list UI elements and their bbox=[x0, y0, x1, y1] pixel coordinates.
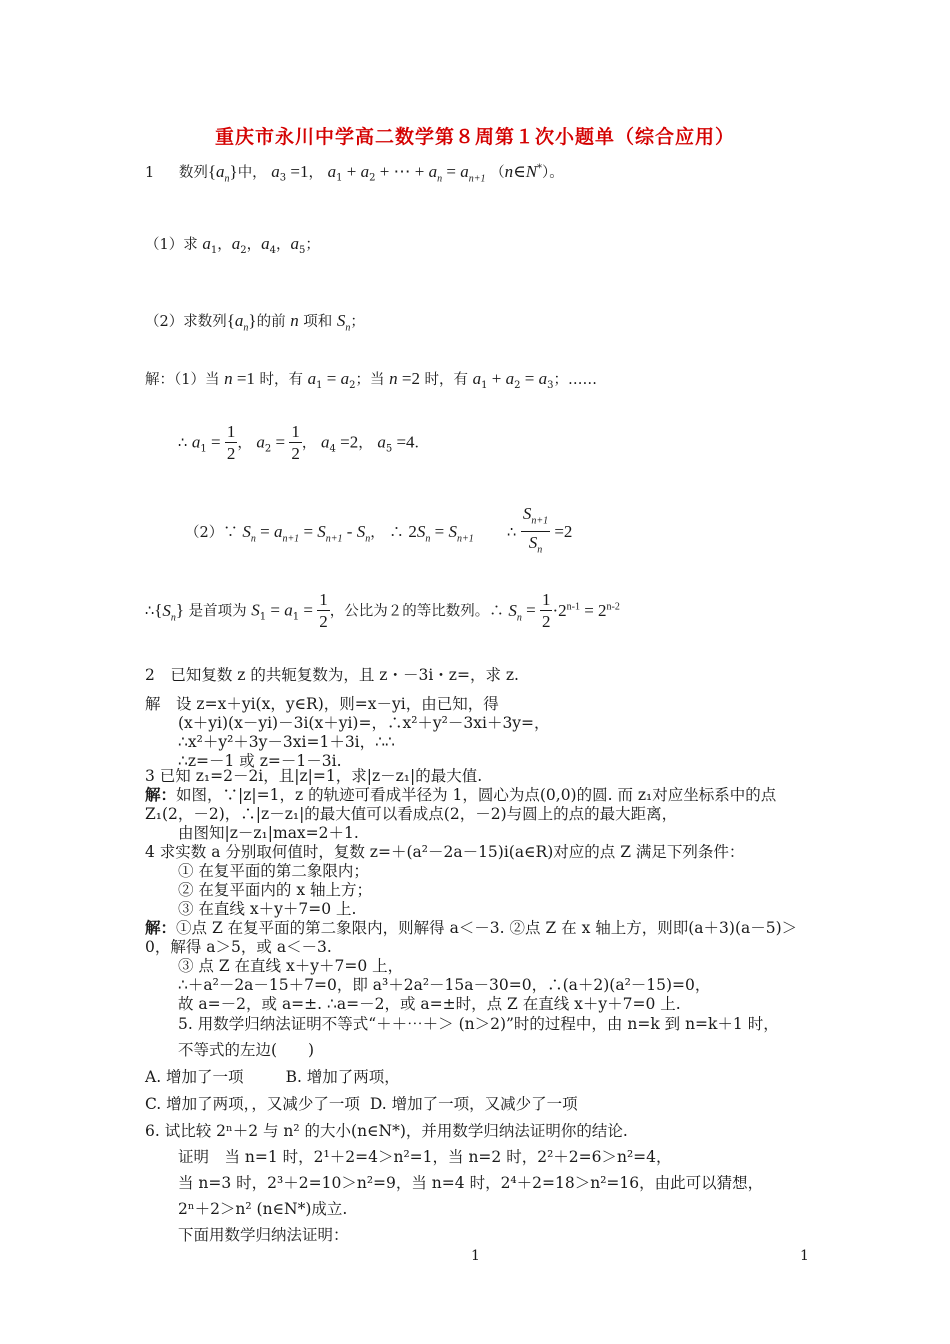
option-a: A. 增加了一项 bbox=[145, 1068, 244, 1086]
problem-6-proof-line-1: 证明 当 n=1 时，2¹＋2=4＞n²=1，当 n=2 时，2²＋2=6＞n²=4， bbox=[178, 1148, 672, 1166]
option-c: C. 增加了两项，，又减少了一项 bbox=[145, 1095, 360, 1113]
problem-2-solution-line-3: ∴x²＋y²＋3y－3xi=1＋3i，∴∴ bbox=[178, 733, 395, 751]
problem-3-solution-line-1: 解：如图，∵|z|=1，z 的轨迹可看成半径为 1，圆心为点(0,0)的圆. 而 z₁对应坐标系中的点 bbox=[145, 785, 777, 804]
problem-5-options-row-2 bbox=[145, 1094, 578, 1114]
option-b: B. 增加了两项， bbox=[285, 1068, 400, 1086]
problem-4-solution-line-4: ∴＋a²－2a－15＋7=0，即 a³＋2a²－15a－30=0，∴(a＋2)(a²－15)=0， bbox=[178, 976, 711, 994]
problem-3-solution-line-3: 由图知|z－z₁|max=2＋1. bbox=[178, 824, 359, 842]
problem-4-solution-line-3: ③ 点 Z 在直线 x＋y＋7=0 上， bbox=[178, 957, 404, 975]
problem-1-solution-1: 解：（1）当 n =1 时，有 $a_1 = a_2$；当 n =2 时，有 $a_1 + a_2 = a_3$；…… bbox=[145, 369, 597, 391]
problem-3-question: 3 已知 z₁=2－2i，且|z|=1，求|z－z₁|的最大值. bbox=[145, 767, 483, 785]
problem-6-proof-line-3: 2ⁿ＋2＞n² (n∈N*)成立. bbox=[178, 1200, 348, 1218]
problem-5-options-row-1 bbox=[145, 1067, 400, 1087]
problem-2-solution-line-2: (x＋yi)(x－yi)－3i(x＋yi)=，∴x²＋y²－3xi＋3y=， bbox=[178, 714, 550, 732]
problem-2-solution-line-1: 解 设 z=x＋yi(x，y∈R)，则=x－yi，由已知，得 bbox=[145, 695, 499, 713]
page-number-right: 1 bbox=[800, 1248, 809, 1264]
problem-4-question: 4 求实数 a 分别取何值时，复数 z=＋(a²－2a－15)i(a∈R)对应的点 Z 满足下列条件： bbox=[145, 843, 745, 861]
problem-2-question: 2 已知复数 z 的共轭复数为，且 z・－3i・z=，求 z. bbox=[145, 666, 519, 684]
problem-4-solution-line-2: 0，解得 a＞5，或 a＜－3. bbox=[145, 938, 332, 956]
problem-6-proof-line-2: 当 n=3 时，2³＋2=10＞n²=9，当 n=4 时，2⁴＋2=18＞n²=16，由此可以猜想， bbox=[178, 1174, 764, 1192]
problem-4-condition-2: ② 在复平面内的 x 轴上方； bbox=[178, 881, 373, 899]
problem-1-question-1: （1）求 $a_1$，$a_2$，$a_4$，$a_5$； bbox=[145, 234, 320, 256]
problem-1-intro: 1 数列$\{a_n\}$中， $a_3 =1$， $a_1 + a_2$ + ⋯ + $a_n = a_{n+1}$ （n∈N*）。 bbox=[145, 161, 564, 185]
problem-1-solution-2b: $\therefore\{S_n\}$ 是首项为 $S_1 = a_1$ = $\frac{1}{2}$ ，公比为２的等比数列。∴ $S_n$ = $\frac{1}{2}$ $\cdot 2^{n-1} = 2^{n-2}$ bbox=[145, 590, 620, 631]
problem-5-question-line-1: 5. 用数学归纳法证明不等式“＋＋⋯＋＞ (n＞2)”时的过程中，由 n=k 到 n=k＋1 时， bbox=[178, 1015, 779, 1033]
problem-1-solution-1b: ∴ $a_1$ = $\frac{1}{2}$ ， $a_2$ = $\frac{1}{2}$ ， $a_4 =2$， $a_5 =4$． bbox=[178, 422, 430, 463]
problem-4-condition-1: ① 在复平面的第二象限内； bbox=[178, 862, 369, 880]
problem-1-solution-2: （2）∵ $S_n = a_{n+1} = S_{n+1} - S_n$， ∴ $2S_n = S_{n+1}$ ∴ $\frac{S_{n+1}}{S_n}$ =2 bbox=[185, 504, 573, 556]
problem-1-number: 1 bbox=[145, 164, 155, 181]
problem-4-solution-line-5: 故 a=－2，或 a=±. ∴a=－2，或 a=±时，点 Z 在直线 x＋y＋7=0 上. bbox=[178, 995, 681, 1013]
problem-6-question: 6. 试比较 2ⁿ＋2 与 n² 的大小(n∈N*)，并用数学归纳法证明你的结论. bbox=[145, 1122, 628, 1140]
problem-5-question-line-2: 不等式的左边( ) bbox=[178, 1041, 315, 1059]
document-title: 重庆市永川中学高二数学第８周第１次小题单（综合应用） bbox=[214, 126, 735, 148]
solution-label: 解： bbox=[145, 785, 177, 804]
problem-4-solution-line-1: 解：①点 Z 在复平面的第二象限内，则解得 a＜－3. ②点 Z 在 x 轴上方，则即(a＋3)(a－5)＞ bbox=[145, 918, 798, 937]
solution-label: 解： bbox=[145, 918, 177, 937]
page-number-center: 1 bbox=[471, 1248, 480, 1264]
problem-1-question-2: （2）求数列$\{a_n\}$的前 n 项和 $S_n$； bbox=[145, 311, 365, 334]
problem-3-solution-line-2: Z₁(2，－2)，∴|z－z₁|的最大值可以看成点(2，－2)与圆上的点的最大距离， bbox=[145, 805, 678, 823]
problem-4-condition-3: ③ 在直线 x＋y＋7=0 上. bbox=[178, 900, 357, 918]
option-d: D. 增加了一项，又减少了一项 bbox=[369, 1095, 578, 1113]
problem-2-solution-line-4: ∴z=－1 或 z=－1－3i. bbox=[178, 752, 342, 770]
problem-6-proof-line-4: 下面用数学归纳法证明： bbox=[178, 1226, 349, 1244]
